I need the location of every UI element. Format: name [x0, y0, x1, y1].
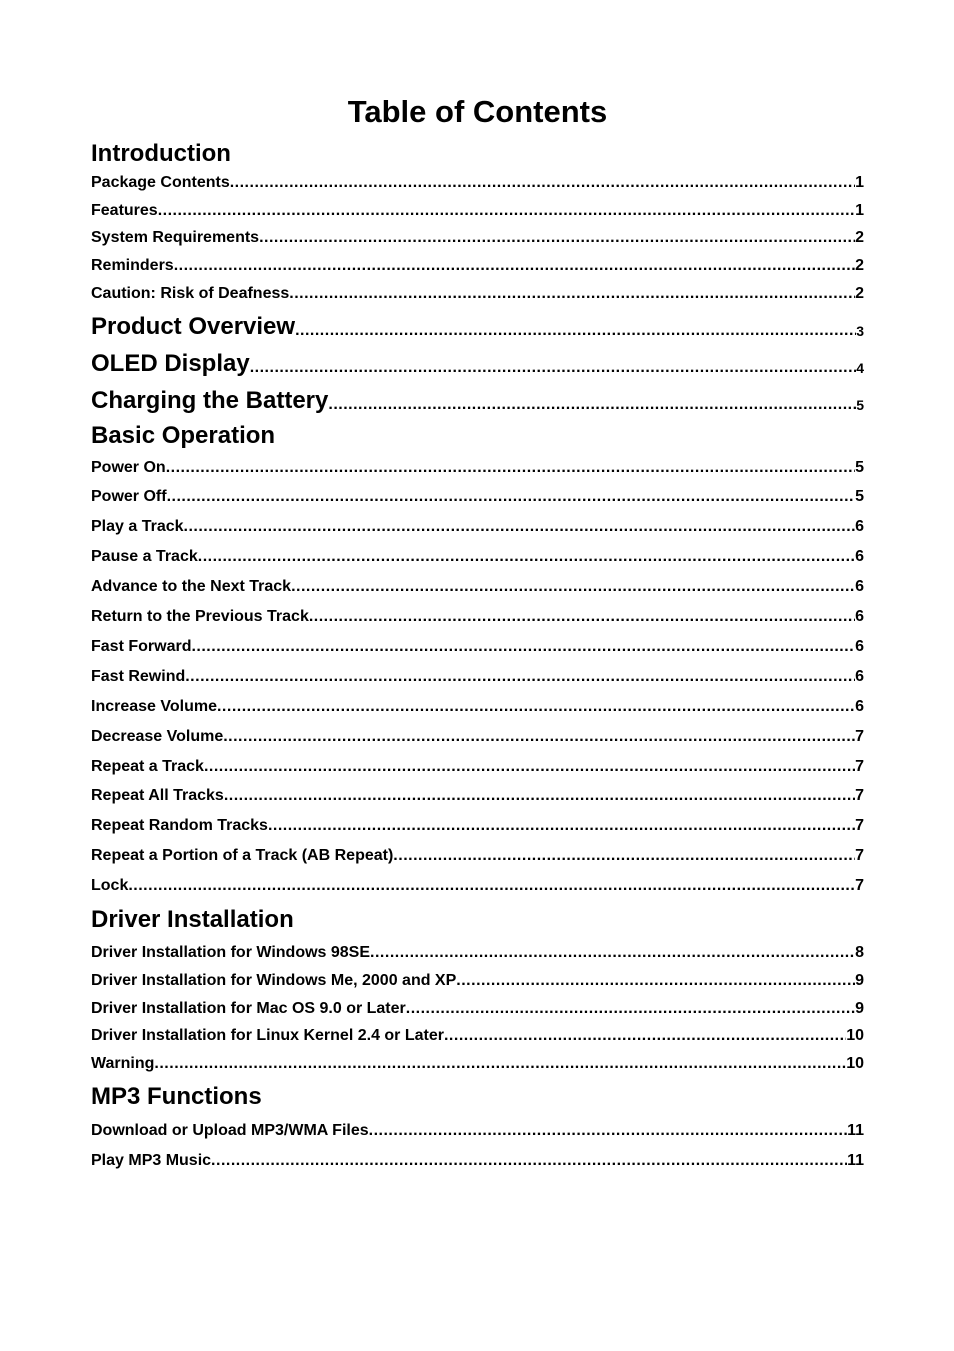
toc-entry-label: Power Off [91, 488, 167, 506]
section-heading-mp3-functions: MP3 Functions [91, 1082, 262, 1110]
dot-leader [328, 391, 856, 419]
toc-entry[interactable] [91, 692, 864, 722]
toc-entry-label: Increase Volume [91, 697, 217, 715]
toc-entry[interactable] [91, 752, 864, 782]
dot-leader [128, 871, 855, 901]
toc-page-number: 1 [855, 201, 864, 219]
toc-page-number: 2 [855, 284, 864, 302]
toc-entry[interactable] [91, 197, 864, 225]
section-heading-introduction: Introduction [91, 140, 231, 167]
dot-leader [204, 752, 855, 782]
dot-leader [211, 1146, 847, 1176]
toc-page-number: 10 [846, 1054, 864, 1072]
toc-entry-label: Fast Forward [91, 637, 192, 655]
toc-entry[interactable] [91, 602, 864, 632]
toc-page-number: 6 [855, 697, 864, 715]
dot-leader [191, 632, 855, 662]
toc-page-number: 7 [855, 847, 864, 865]
toc-entry-label: Return to the Previous Track [91, 608, 309, 626]
toc-entry[interactable] [91, 453, 864, 483]
dot-leader [174, 252, 855, 280]
dot-leader [230, 169, 855, 197]
toc-entry[interactable] [91, 781, 864, 811]
toc-entry[interactable] [91, 224, 864, 252]
toc-entry[interactable] [91, 811, 864, 841]
toc-entry-label: Driver Installation for Windows Me, 2000 and XP [91, 971, 457, 989]
toc-entry-label: Caution: Risk of Deafness [91, 284, 290, 302]
dot-leader [259, 224, 855, 252]
toc-entry-label: Package Contents [91, 174, 230, 191]
toc-page-number: 7 [855, 787, 864, 805]
toc-page-number: 9 [855, 999, 864, 1017]
toc-entry[interactable] [91, 1022, 864, 1050]
dot-leader [250, 354, 856, 382]
toc-entry[interactable] [91, 1146, 864, 1176]
toc-entry[interactable] [91, 482, 864, 512]
dot-leader [184, 512, 856, 542]
toc-entry-label: System Requirements [91, 229, 260, 247]
dot-leader [295, 317, 856, 345]
toc-page-number: 6 [855, 667, 864, 685]
toc-page-number: 7 [855, 877, 864, 895]
toc-page-number: 9 [855, 971, 864, 989]
toc-page-number: 5 [855, 458, 864, 476]
toc-entry-label: Advance to the Next Track [91, 578, 292, 596]
toc-page-number: 5 [855, 488, 864, 506]
toc-entry-label: Decrease Volume [91, 727, 224, 745]
dot-leader [268, 811, 855, 841]
toc-entry-label: Repeat a Portion of a Track (AB Repeat) [91, 847, 394, 865]
toc-page-number: 7 [855, 757, 864, 775]
toc-section-product-overview[interactable] [91, 308, 864, 345]
toc-entry[interactable] [91, 632, 864, 662]
dot-leader [291, 572, 855, 602]
dot-leader [185, 662, 855, 692]
toc-page-number: 10 [846, 1027, 864, 1045]
dot-leader [309, 602, 855, 632]
toc-page-number: 2 [855, 229, 864, 247]
toc-entry-label: Lock [91, 877, 129, 895]
dot-leader [369, 1116, 847, 1146]
toc-entry-label: Repeat a Track [91, 757, 204, 775]
toc-entry-label: Driver Installation for Linux Kernel 2.4 or Later [91, 1027, 444, 1045]
toc-page-number: 7 [855, 817, 864, 835]
dot-leader [154, 1050, 846, 1078]
basic-operation-entries [91, 453, 864, 902]
dot-leader [223, 722, 855, 752]
toc-section-oled-display[interactable] [91, 345, 864, 382]
toc-entry-label: Repeat Random Tracks [91, 817, 268, 835]
page-title: Table of Contents [347, 94, 608, 129]
toc-entry-label: Reminders [91, 257, 174, 275]
toc-page-number: 6 [855, 578, 864, 596]
section-heading-driver-installation: Driver Installation [91, 906, 294, 934]
section-heading-charging-the-battery: Charging the Battery [91, 386, 329, 414]
toc-page-number: 4 [856, 359, 864, 376]
toc-entry-label: Pause a Track [91, 548, 198, 566]
table-of-contents [91, 92, 864, 1175]
dot-leader [224, 781, 855, 811]
toc-page-number: 1 [855, 174, 864, 191]
toc-section-charging-the-battery[interactable] [91, 382, 864, 419]
toc-page-number: 6 [855, 518, 864, 536]
toc-entry[interactable] [91, 512, 864, 542]
dot-leader [393, 841, 855, 871]
dot-leader [370, 939, 855, 967]
toc-entry-label: Features [91, 201, 158, 219]
toc-entry[interactable] [91, 841, 864, 871]
toc-page-number: 6 [855, 608, 864, 626]
toc-entry-label: Fast Rewind [91, 667, 186, 685]
toc-entry[interactable] [91, 1050, 864, 1078]
toc-page-number: 8 [855, 944, 864, 962]
dot-leader [444, 1022, 846, 1050]
toc-entry-label: Driver Installation for Mac OS 9.0 or Later [91, 999, 406, 1017]
toc-entry-label: Driver Installation for Windows 98SE [91, 944, 371, 962]
section-heading-basic-operation: Basic Operation [91, 421, 276, 449]
toc-entry[interactable] [91, 542, 864, 572]
toc-entry-label: Play MP3 Music [91, 1151, 212, 1169]
mp3-functions-entries [91, 1116, 864, 1176]
toc-entry[interactable] [91, 967, 864, 995]
toc-entry-label: Play a Track [91, 518, 184, 536]
section-heading-product-overview: Product Overview [91, 312, 296, 340]
toc-entry[interactable] [91, 280, 864, 308]
dot-leader [456, 967, 855, 995]
introduction-entries [91, 169, 864, 308]
dot-leader [406, 995, 855, 1023]
driver-installation-entries [91, 939, 864, 1078]
dot-leader [158, 197, 855, 225]
toc-entry[interactable] [91, 1116, 864, 1146]
toc-page-number: 5 [856, 396, 864, 413]
toc-entry[interactable] [91, 169, 864, 197]
toc-entry[interactable] [91, 252, 864, 280]
toc-page-number: 2 [855, 257, 864, 275]
dot-leader [198, 542, 855, 572]
toc-entry[interactable] [91, 995, 864, 1023]
toc-entry[interactable] [91, 662, 864, 692]
toc-entry[interactable] [91, 939, 864, 967]
toc-page-number: 11 [847, 1151, 864, 1169]
toc-entry[interactable] [91, 572, 864, 602]
section-heading-oled-display: OLED Display [91, 349, 250, 377]
toc-entry-label: Power On [91, 458, 166, 476]
dot-leader [289, 280, 855, 308]
toc-entry-label: Repeat All Tracks [91, 787, 224, 805]
toc-page-number: 7 [855, 727, 864, 745]
toc-entry-label: Download or Upload MP3/WMA Files [91, 1121, 369, 1139]
toc-page-number: 11 [847, 1121, 864, 1139]
toc-page-number: 3 [856, 322, 864, 339]
dot-leader [217, 692, 855, 722]
toc-entry-label: Warning [91, 1054, 155, 1072]
dot-leader [166, 453, 855, 483]
toc-entry[interactable] [91, 722, 864, 752]
toc-page-number: 6 [855, 548, 864, 566]
dot-leader [167, 482, 856, 512]
toc-entry[interactable] [91, 871, 864, 901]
toc-page-number: 6 [855, 637, 864, 655]
